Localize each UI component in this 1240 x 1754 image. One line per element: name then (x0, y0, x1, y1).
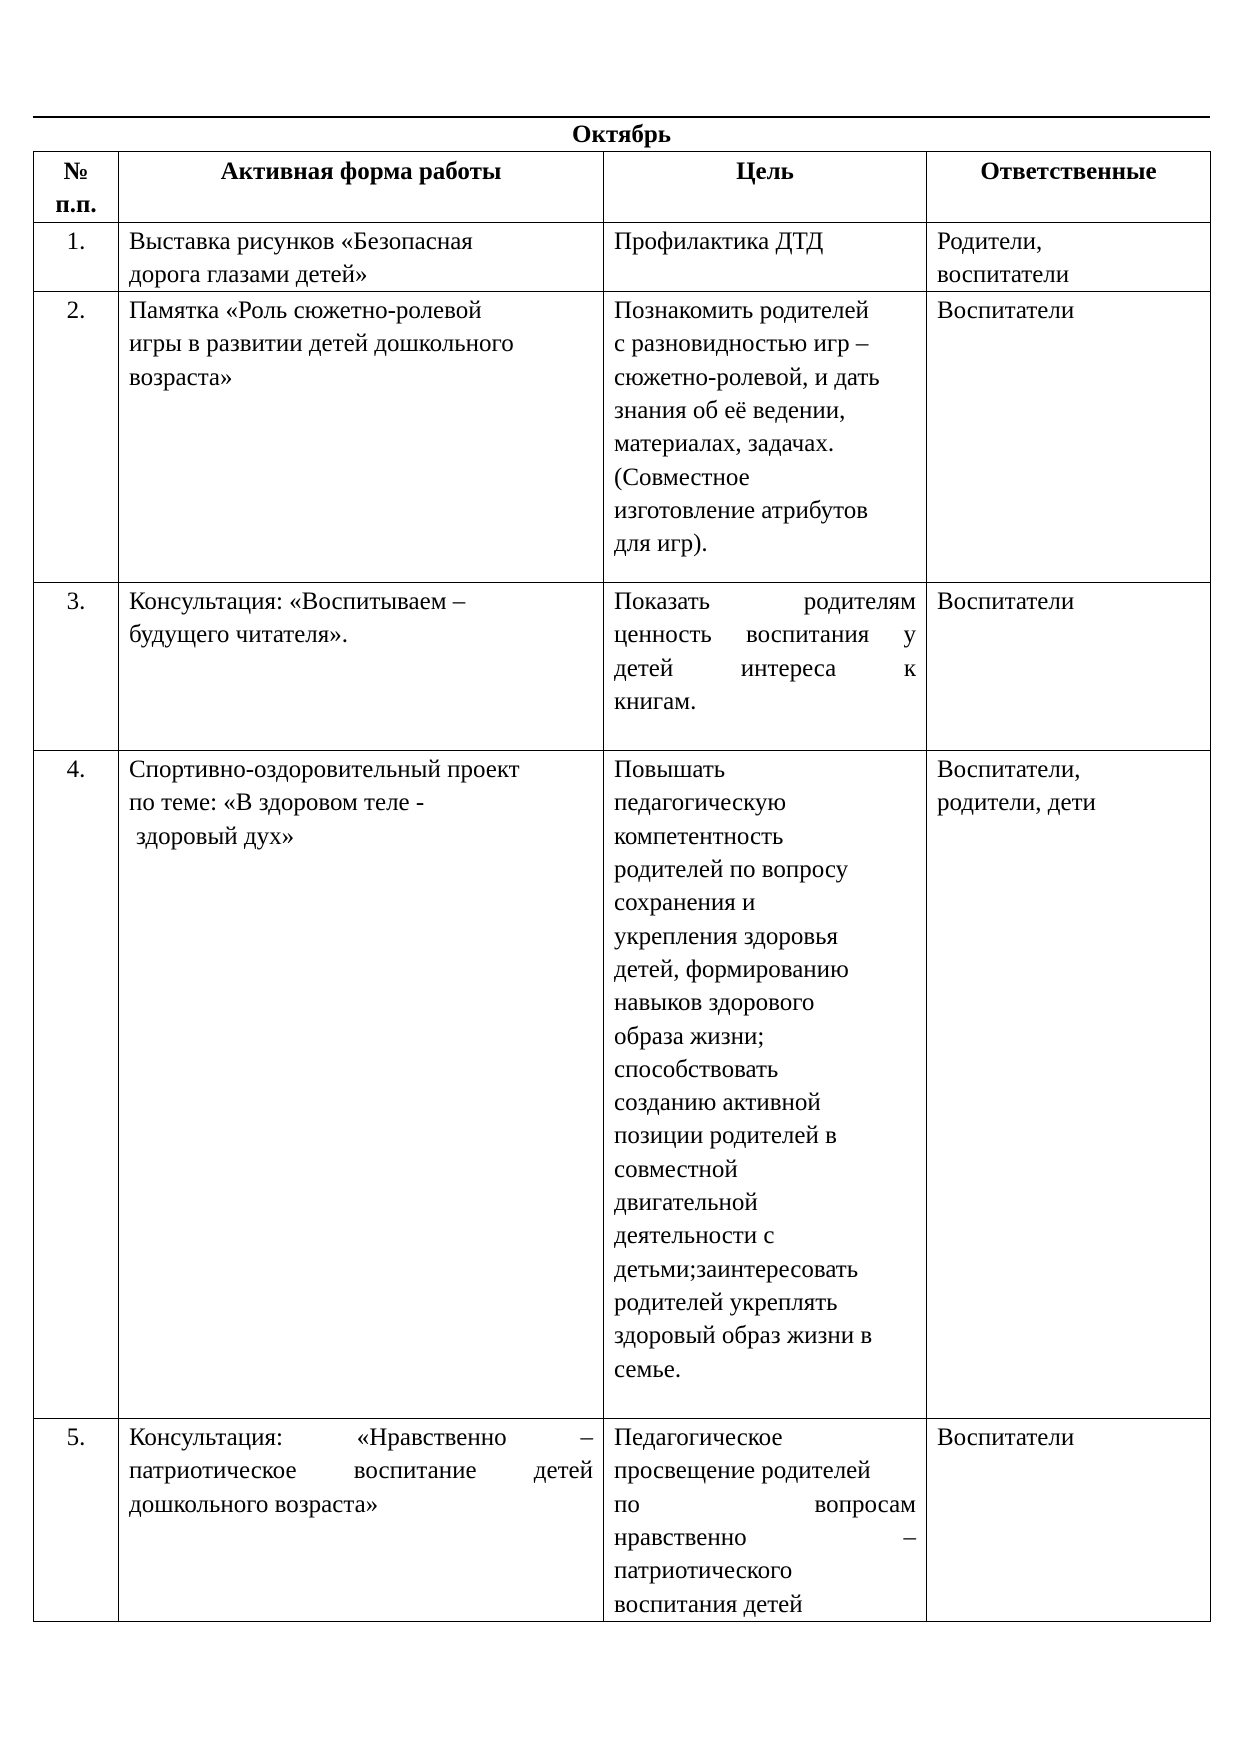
row-number: 4. (34, 751, 119, 1419)
goal-cell: Профилактика ДТД (604, 222, 927, 292)
form-cell: Консультация: «Воспитываем – будущего читателя». (119, 583, 604, 751)
table-row (34, 1419, 1211, 1622)
responsible-cell: Воспитатели (927, 583, 1211, 751)
row-number: 3. (34, 583, 119, 751)
goal-cell: Педагогическое просвещение родителей по вопросам нравственно – патриотического воспитания детей (604, 1419, 927, 1622)
form-cell: Памятка «Роль сюжетно-ролевой игры в развитии детей дошкольного возраста» (119, 292, 604, 583)
table-row (34, 583, 1211, 751)
responsible-cell: Воспитатели (927, 292, 1211, 583)
responsible-cell: Воспитатели (927, 1419, 1211, 1622)
goal-cell: Повышать педагогическую компетентность родителей по вопросу сохранения и укрепления здоровья детей, формированию навыков здорового образа жизни; способствовать созданию активной позиции родителей в совместной двигательной деятельности с детьми;заинтересовать родителей укреплять здоровый образ жизни в семье. (604, 751, 927, 1419)
responsible-cell: Воспитатели, родители, дети (927, 751, 1211, 1419)
header-responsible: Ответственные (927, 152, 1211, 223)
header-form: Активная форма работы (119, 152, 604, 223)
row-number: 2. (34, 292, 119, 583)
table-row (34, 751, 1211, 1419)
header-row (34, 152, 1211, 223)
goal-cell: Показать родителям ценность воспитания у детей интереса к книгам. (604, 583, 927, 751)
header-goal: Цель (604, 152, 927, 223)
table-row (34, 292, 1211, 583)
responsible-cell: Родители, воспитатели (927, 222, 1211, 292)
form-cell: Консультация: «Нравственно – патриотическое воспитание детей дошкольного возраста» (119, 1419, 604, 1622)
month-title: Октябрь (572, 121, 671, 148)
row-number: 5. (34, 1419, 119, 1622)
table-row (34, 222, 1211, 292)
top-rule (33, 116, 1210, 118)
form-cell: Выставка рисунков «Безопасная дорога глазами детей» (119, 222, 604, 292)
goal-cell: Познакомить родителей с разновидностью игр – сюжетно-ролевой, и дать знания об её ведении, материалах, задачах. (Совместное изготовление атрибутов для игр). (604, 292, 927, 583)
form-cell: Спортивно-оздоровительный проект по теме: «В здоровом теле - здоровый дух» (119, 751, 604, 1419)
work-plan-table (33, 151, 1211, 1622)
header-num: № п.п. (34, 152, 119, 223)
row-number: 1. (34, 222, 119, 292)
